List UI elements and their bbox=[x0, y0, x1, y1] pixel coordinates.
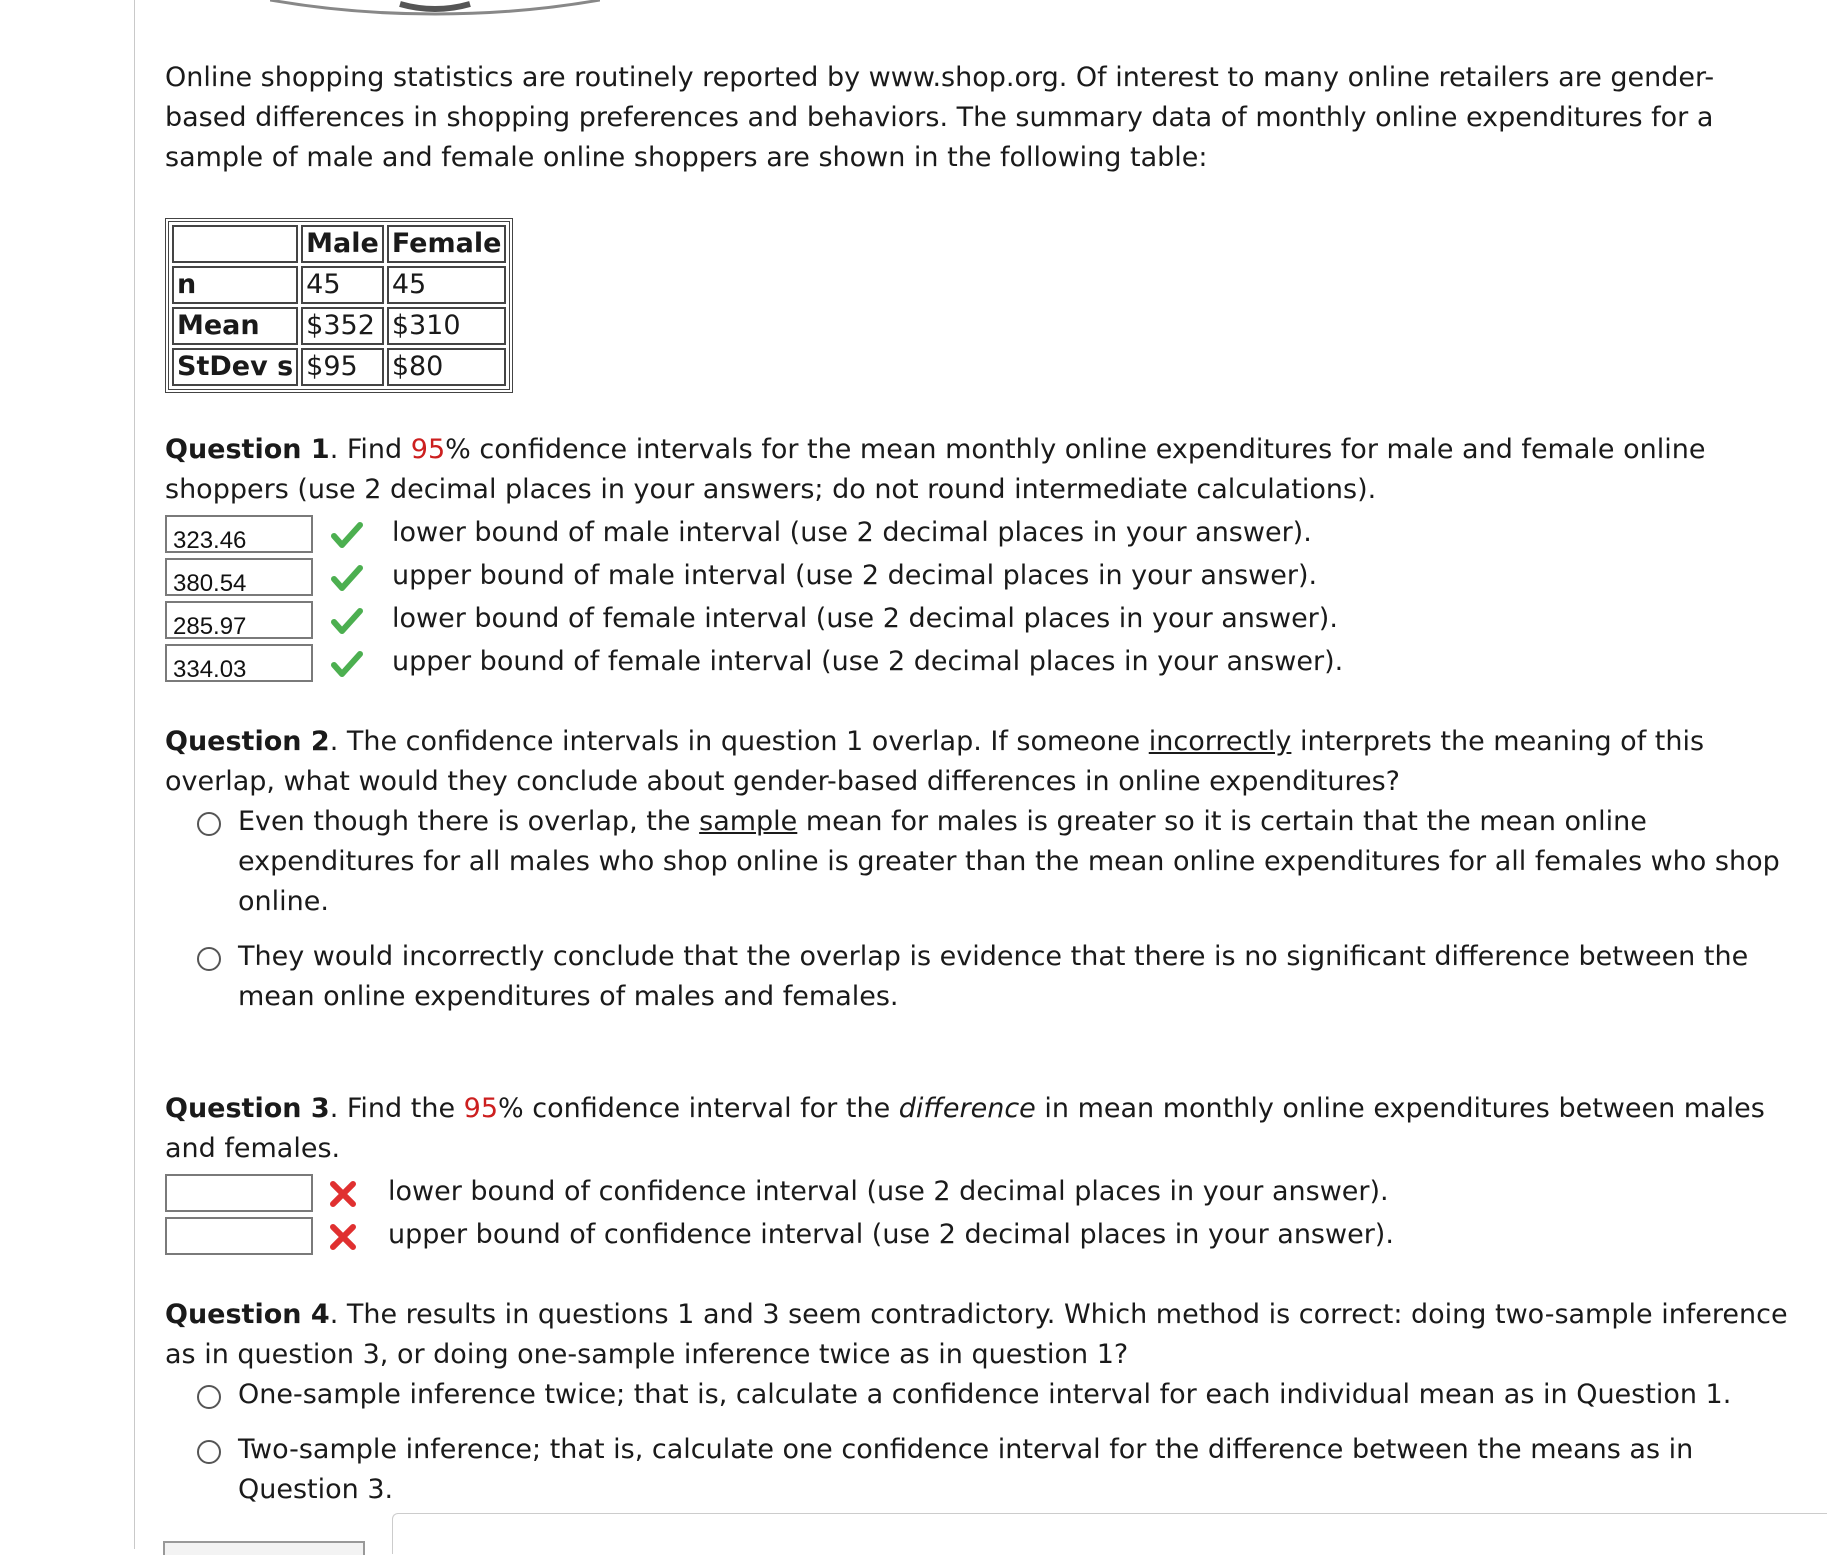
intro-paragraph: Online shopping statistics are routinely reported by www.shop.org. Of interest to many online retailers are gender-based differences in shopping preferences and behaviors. The summary data of monthly online expenditures for a sample of male and female online shoppers are shown in the following table: bbox=[165, 62, 1715, 173]
table-corner-cell bbox=[172, 225, 298, 263]
question-content bbox=[165, 58, 1795, 1505]
question-4-text: . The results in questions 1 and 3 seem contradictory. Which method is correct: doing two-sample inference as in question 3, or doing one-sample inference twice as in question 1? bbox=[165, 1299, 1788, 1370]
answer-label: upper bound of female interval (use 2 decimal places in your answer). bbox=[392, 646, 1344, 677]
question-2-text: interprets the meaning of this overlap, what would they conclude about gender-based differences in online expenditures? bbox=[165, 726, 1705, 797]
option-text: Two-sample inference; that is, calculate one confidence interval for the difference between the means as in Question 3. bbox=[238, 1434, 1694, 1505]
radio-button[interactable] bbox=[197, 1440, 221, 1464]
confidence-level: 95 bbox=[410, 434, 446, 465]
answer-input[interactable]: 380.54 bbox=[165, 558, 313, 596]
question-1-prompt bbox=[165, 430, 1795, 510]
question-4-label: Question 4 bbox=[165, 1299, 330, 1330]
answer-label: lower bound of confidence interval (use 2 decimal places in your answer). bbox=[388, 1176, 1389, 1207]
question-2-emphasis: incorrectly bbox=[1148, 726, 1292, 757]
table-row bbox=[172, 307, 506, 345]
question-3-label: Question 3 bbox=[165, 1093, 330, 1124]
table-row bbox=[172, 266, 506, 304]
question-1 bbox=[165, 430, 1795, 685]
answer-input[interactable]: 323.46 bbox=[165, 515, 313, 553]
radio-button[interactable] bbox=[197, 947, 221, 971]
question-4-prompt bbox=[165, 1295, 1795, 1375]
radio-button[interactable] bbox=[197, 812, 221, 836]
question-1-label: Question 1 bbox=[165, 434, 330, 465]
question-2-prompt bbox=[165, 722, 1795, 802]
table-header-row bbox=[172, 225, 506, 263]
answer-label: upper bound of confidence interval (use 2 decimal places in your answer). bbox=[388, 1219, 1394, 1250]
question-2-text: . The confidence intervals in question 1 overlap. If someone bbox=[329, 726, 1149, 757]
answer-option[interactable] bbox=[165, 1375, 1795, 1415]
answer-input[interactable] bbox=[165, 1174, 313, 1212]
answer-row bbox=[165, 642, 1795, 685]
x-mark-icon bbox=[327, 1178, 359, 1210]
answer-input[interactable]: 334.03 bbox=[165, 644, 313, 682]
checkmark-icon bbox=[331, 648, 363, 680]
option-text: They would incorrectly conclude that the overlap is evidence that there is no significant difference between the mean online expenditures of males and females. bbox=[238, 941, 1749, 1012]
option-emphasis: sample bbox=[699, 806, 798, 837]
question-3-text: in mean monthly online expenditures between males and females. bbox=[165, 1093, 1765, 1164]
table-row-label: StDev s bbox=[172, 348, 298, 386]
checkmark-icon bbox=[331, 519, 363, 551]
option-text bbox=[238, 802, 1795, 922]
question-3-text: % confidence interval for the bbox=[498, 1093, 899, 1124]
submit-button[interactable] bbox=[163, 1541, 365, 1555]
question-1-text: % confidence intervals for the mean monthly online expenditures for male and female online shoppers (use 2 decimal places in your answers; do not round intermediate calculations). bbox=[165, 434, 1706, 505]
left-border bbox=[134, 0, 135, 1549]
option-text-part: Even though there is overlap, the bbox=[238, 806, 700, 837]
table-row-label: Mean bbox=[172, 307, 298, 345]
table-cell-male: 45 bbox=[301, 266, 384, 304]
bottom-panel bbox=[392, 1513, 1827, 1554]
answer-label: lower bound of male interval (use 2 decimal places in your answer). bbox=[392, 517, 1312, 548]
question-2-label: Question 2 bbox=[165, 726, 330, 757]
answer-row bbox=[165, 1215, 1795, 1258]
radio-button[interactable] bbox=[197, 1385, 221, 1409]
question-1-text: . Find bbox=[329, 434, 411, 465]
checkmark-icon bbox=[331, 562, 363, 594]
table-row-label: n bbox=[172, 266, 298, 304]
question-4 bbox=[165, 1295, 1795, 1510]
answer-option[interactable] bbox=[165, 937, 1795, 1017]
question-3-prompt bbox=[165, 1089, 1795, 1169]
header-graphic-fragment bbox=[270, 0, 600, 16]
summary-table bbox=[165, 218, 513, 393]
answer-option[interactable] bbox=[165, 802, 1795, 922]
question-2 bbox=[165, 722, 1795, 1017]
confidence-level: 95 bbox=[463, 1093, 499, 1124]
option-text-part: mean for males is greater so it is certain that the mean online expenditures for all males who shop online is greater than the mean online expenditures for all females who shop online. bbox=[238, 806, 1780, 917]
answer-label: upper bound of male interval (use 2 decimal places in your answer). bbox=[392, 560, 1318, 591]
table-cell-male: $352 bbox=[301, 307, 384, 345]
answer-label: lower bound of female interval (use 2 decimal places in your answer). bbox=[392, 603, 1338, 634]
table-cell-female: 45 bbox=[387, 266, 507, 304]
table-cell-female: $80 bbox=[387, 348, 507, 386]
table-cell-female: $310 bbox=[387, 307, 507, 345]
answer-row bbox=[165, 513, 1795, 556]
table-row bbox=[172, 348, 506, 386]
table-cell-male: $95 bbox=[301, 348, 384, 386]
answer-row bbox=[165, 556, 1795, 599]
question-3-text: . Find the bbox=[329, 1093, 464, 1124]
answer-input[interactable]: 285.97 bbox=[165, 601, 313, 639]
checkmark-icon bbox=[331, 605, 363, 637]
x-mark-icon bbox=[327, 1221, 359, 1253]
question-3-emphasis: difference bbox=[898, 1093, 1036, 1124]
answer-input[interactable] bbox=[165, 1217, 313, 1255]
answer-row bbox=[165, 1172, 1795, 1215]
answer-row bbox=[165, 599, 1795, 642]
option-text: One-sample inference twice; that is, calculate a confidence interval for each individual mean as in Question 1. bbox=[238, 1379, 1732, 1410]
answer-option[interactable] bbox=[165, 1430, 1795, 1510]
table-header-female: Female bbox=[387, 225, 507, 263]
question-3 bbox=[165, 1089, 1795, 1258]
table-header-male: Male bbox=[301, 225, 384, 263]
